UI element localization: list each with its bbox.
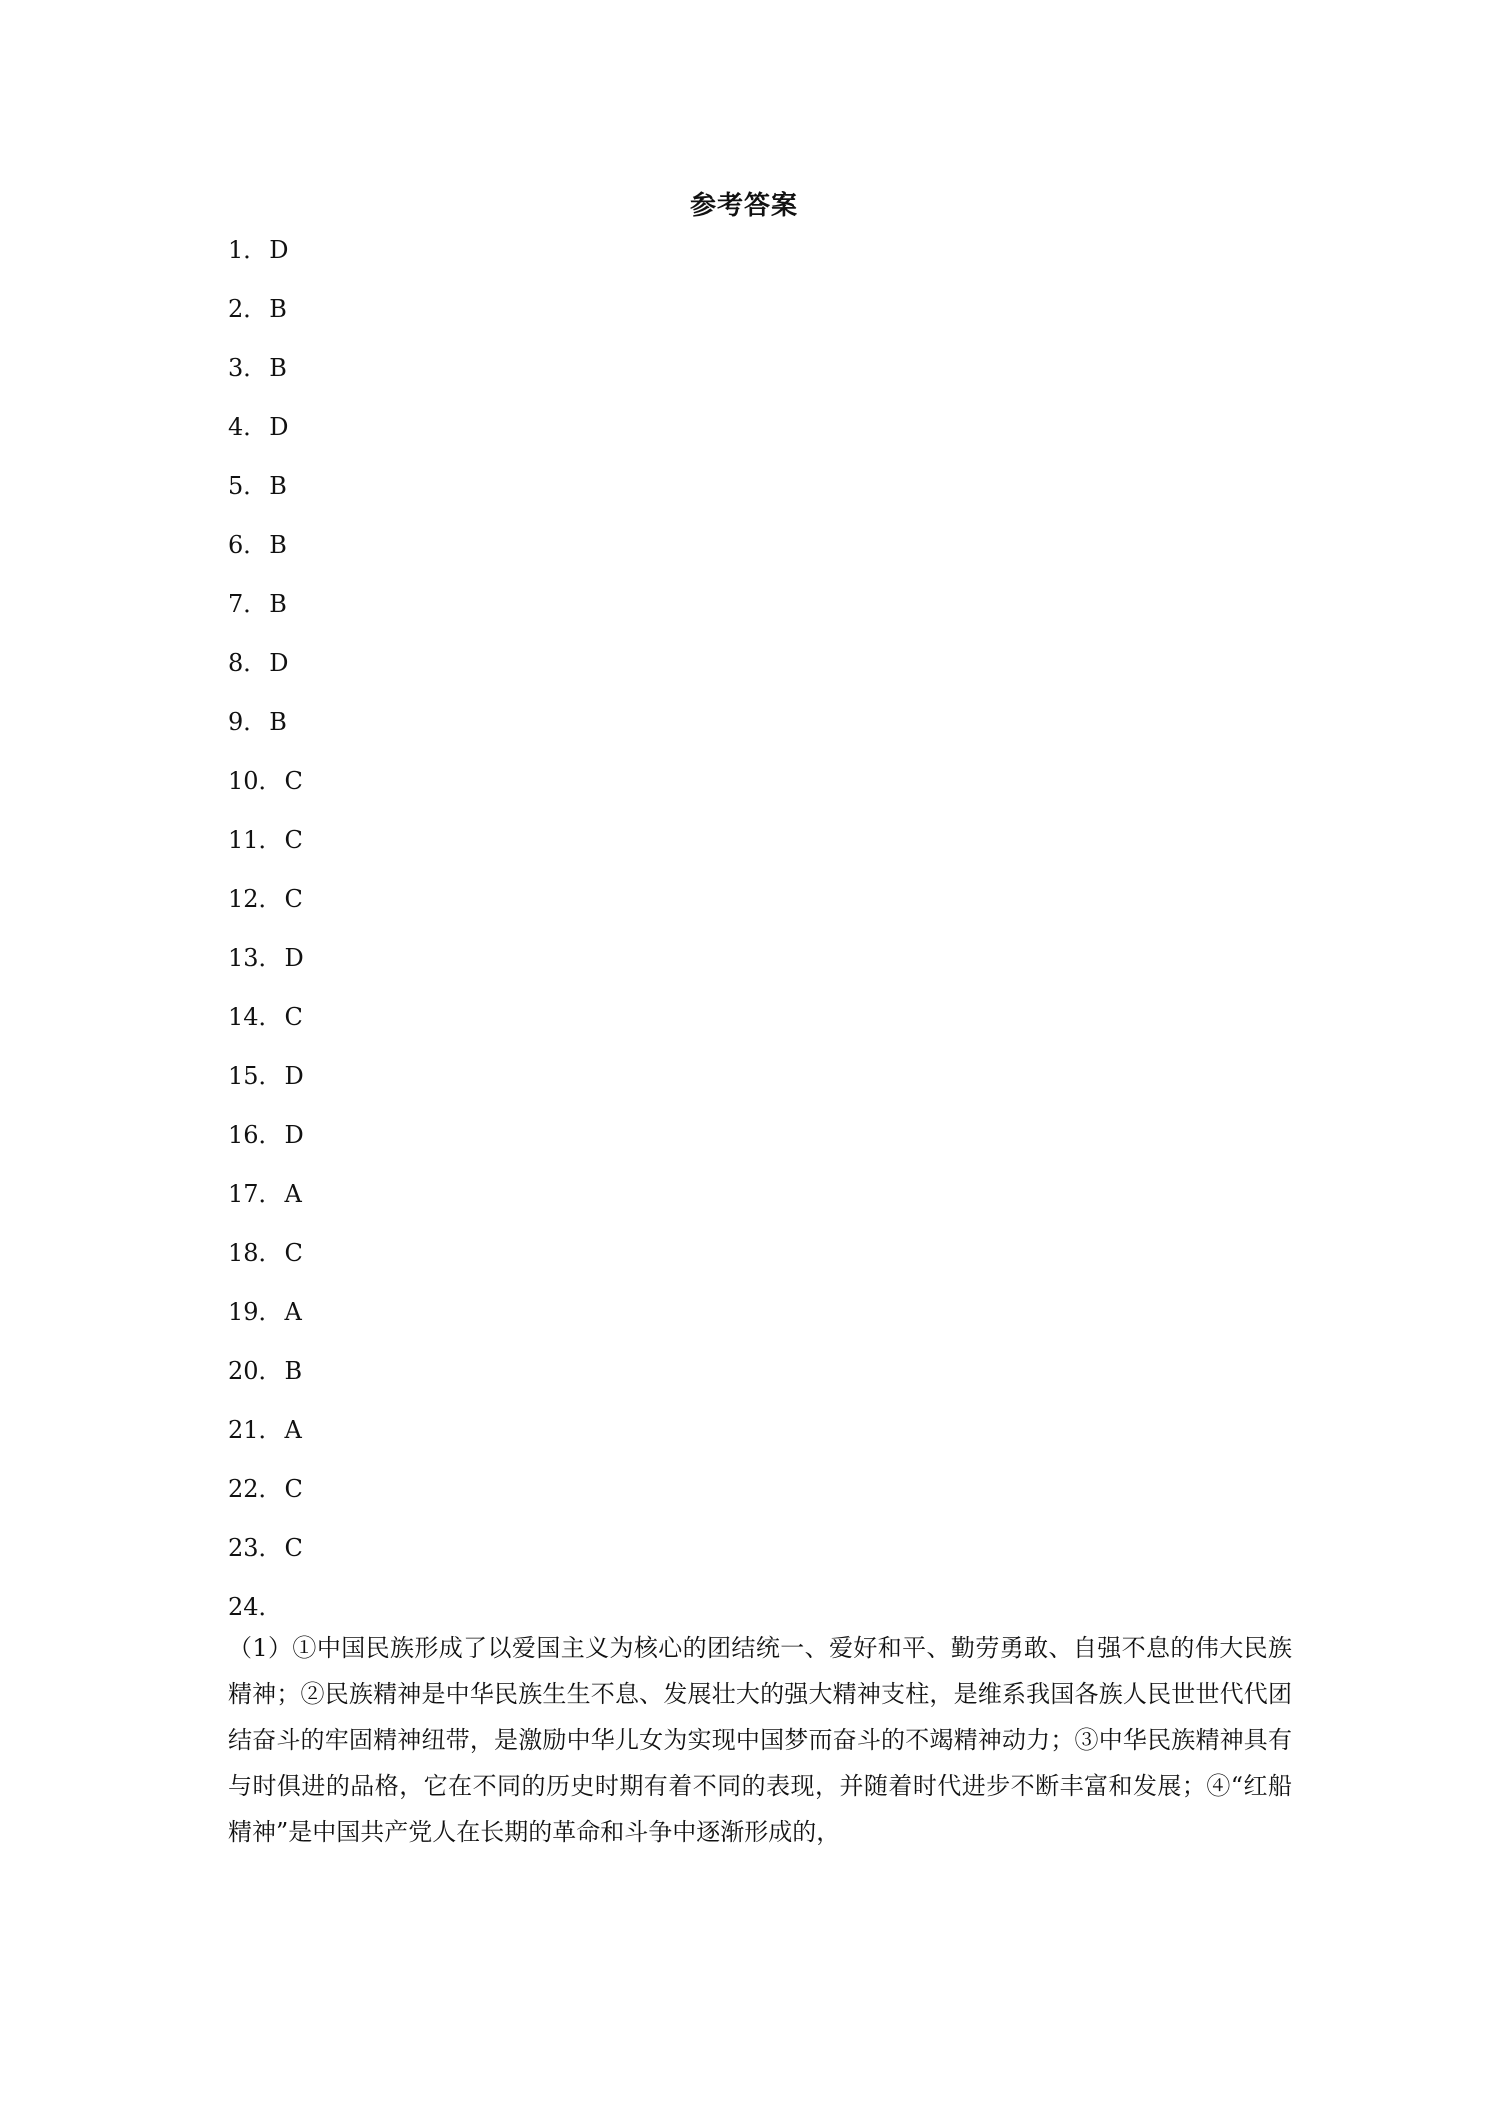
answer-number: 10． <box>228 767 283 795</box>
answer-number: 9． <box>228 708 268 736</box>
answer-choice: B <box>269 354 287 382</box>
answer-number: 12． <box>228 885 283 913</box>
answer-number: 15． <box>228 1062 283 1090</box>
answer-number: 20． <box>228 1357 283 1385</box>
answer-choice: B <box>269 472 287 500</box>
answer-number: 17． <box>228 1180 283 1208</box>
answer-choice: C <box>284 1239 303 1267</box>
answer-number: 23． <box>228 1534 283 1562</box>
answer-number: 22． <box>228 1475 283 1503</box>
answer-number: 19． <box>228 1298 283 1326</box>
answer-choice: B <box>269 590 287 618</box>
answer-number: 14． <box>228 1003 283 1031</box>
answer-number: 18． <box>228 1239 283 1267</box>
answer-number: 24． <box>228 1593 283 1621</box>
answer-item <box>228 1415 304 1474</box>
answer-list <box>228 235 304 1651</box>
answer-item <box>228 766 304 825</box>
answer-item <box>228 1179 304 1238</box>
answer-choice: B <box>269 708 287 736</box>
answer-choice: D <box>284 944 304 972</box>
answer-item <box>228 530 304 589</box>
answer-choice: A <box>284 1298 302 1326</box>
answer-choice: B <box>284 1357 303 1385</box>
answer-number: 8． <box>228 649 268 677</box>
answer-item <box>228 294 304 353</box>
answer-number: 3． <box>228 354 268 382</box>
answer-item <box>228 1356 304 1415</box>
answer-item <box>228 1120 304 1179</box>
answer-item <box>228 1002 304 1061</box>
answer-number: 11． <box>228 826 283 854</box>
answer-choice: C <box>284 1475 303 1503</box>
answer-choice: A <box>284 1180 302 1208</box>
answer-choice: D <box>269 236 289 264</box>
answer-item <box>228 471 304 530</box>
answer-number: 16． <box>228 1121 283 1149</box>
answer-item <box>228 353 304 412</box>
answer-choice: B <box>269 295 287 323</box>
answer-item <box>228 1061 304 1120</box>
answer-number: 6． <box>228 531 268 559</box>
answer-number: 21． <box>228 1416 283 1444</box>
answer-choice: C <box>284 1534 303 1562</box>
answer-choice: C <box>284 1003 303 1031</box>
answer-number: 2． <box>228 295 268 323</box>
answer-item <box>228 235 304 294</box>
answer-choice: D <box>284 1062 304 1090</box>
answer-choice: C <box>284 885 303 913</box>
answer-item <box>228 1238 304 1297</box>
essay-answer-paragraph: （1）①中国民族形成了以爱国主义为核心的团结统一、爱好和平、勤劳勇敢、自强不息的伟大民族精神；②民族精神是中华民族生生不息、发展壮大的强大精神支柱，是维系我国各族人民世世代代团结奋斗的牢固精神纽带，是激励中华儿女为实现中国梦而奋斗的不竭精神动力；③中华民族精神具有与时俱进的品格，它在不同的历史时期有着不同的表现，并随着时代进步不断丰富和发展；④“红船精神”是中国共产党人在长期的革命和斗争中逐渐形成的， <box>228 1634 1292 1846</box>
answer-item <box>228 412 304 471</box>
answer-item <box>228 1297 304 1356</box>
answer-choice: B <box>269 531 287 559</box>
answer-item <box>228 648 304 707</box>
answer-item <box>228 1533 304 1592</box>
answer-item <box>228 825 304 884</box>
answer-number: 5． <box>228 472 268 500</box>
answer-choice: D <box>269 413 289 441</box>
answer-choice: C <box>284 826 303 854</box>
answer-item <box>228 943 304 1002</box>
answer-item <box>228 884 304 943</box>
answer-choice: D <box>269 649 289 677</box>
answer-number: 7． <box>228 590 268 618</box>
answer-choice: A <box>284 1416 302 1444</box>
answer-number: 1． <box>228 236 268 264</box>
answer-choice: D <box>284 1121 304 1149</box>
answer-item <box>228 589 304 648</box>
answer-item <box>228 707 304 766</box>
answer-number: 13． <box>228 944 283 972</box>
answer-choice: C <box>284 767 303 795</box>
answer-number: 4． <box>228 413 268 441</box>
answer-item <box>228 1474 304 1533</box>
page-title: 参考答案 <box>689 191 798 221</box>
